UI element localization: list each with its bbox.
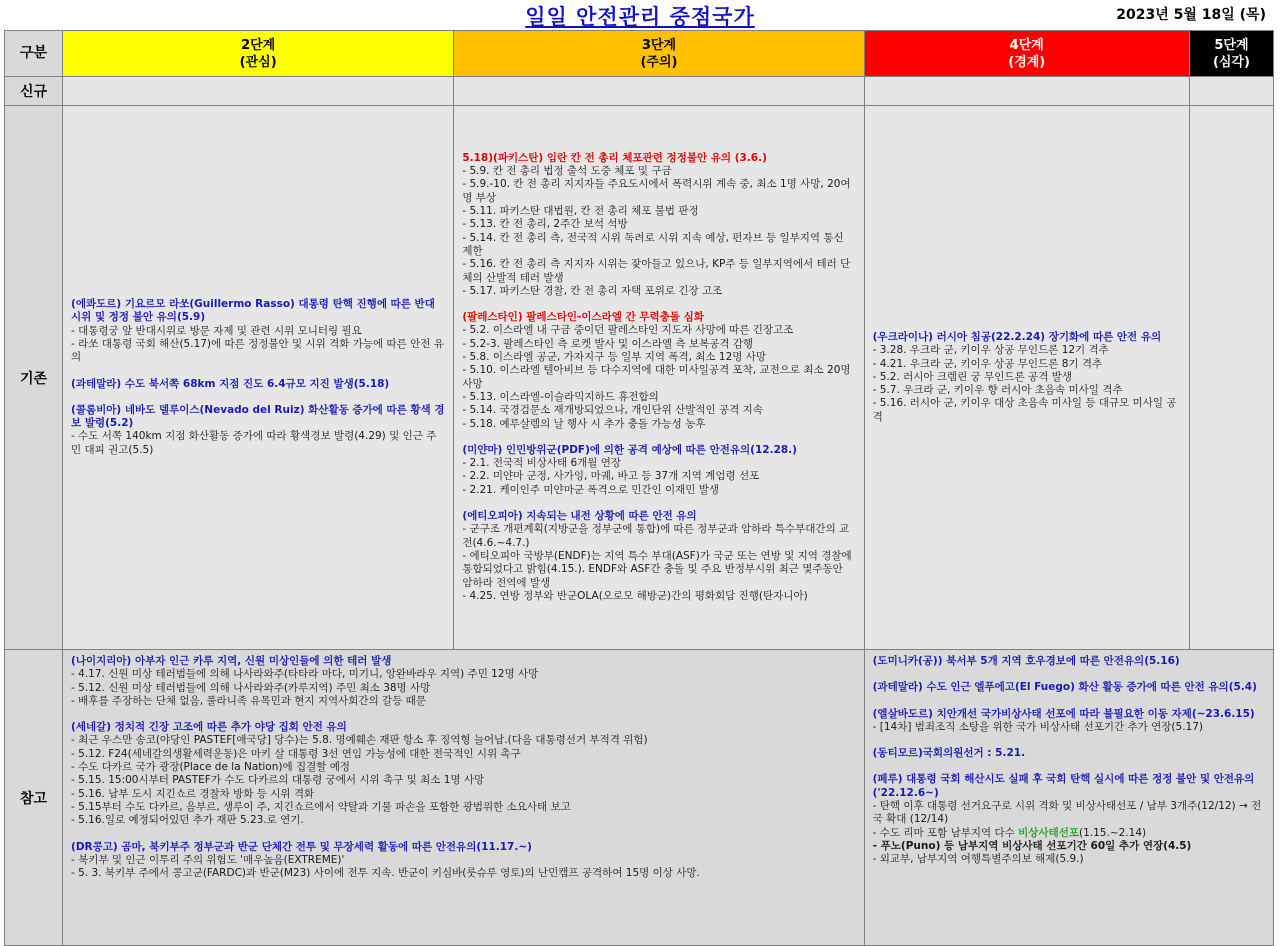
item-line: - 5. 3. 북키부 주에서 콩고군(FARDC)과 반군(M23) 사이에 전투 지속. 반군이 키심바(룻슈루 영토)의 난민캠프 공격하여 15명 이상 사망.: [71, 867, 700, 880]
item-line: - 최근 우스만 송코(야당인 PASTEF[애국당] 당수)는 5.8. 명예훼손 재판 항소 후 징역형 늘어남.(다음 대통령선거 부적격 위험): [71, 734, 648, 747]
row-label-new: 신규: [5, 77, 63, 106]
item-heading: (에콰도르) 기요르모 라쏘(Guillermo Rasso) 대통령 탄핵 진행에 따른 반대 시위 및 정정 불안 유의(5.9): [71, 298, 435, 324]
ref-timor-heading: (동티모르)국회의원선거 : 5.21.: [872, 747, 1026, 760]
item-line: - 4.25. 연방 정부와 반군OLA(오로모 해방군)간의 평화회담 진행(탄자니아): [462, 589, 808, 602]
ref-peru-line-2: [873, 827, 1265, 840]
item-heading: (콜롬비아) 네바도 델루이스(Nevado del Ruiz) 화산활동 증가에 따른 황색 경보 발령(5.2): [71, 403, 445, 430]
item-heading: (우크라이나) 러시아 침공(22.2.24) 장기화에 따른 안전 유의: [872, 330, 1162, 343]
page-title: 일일 안전관리 중점국가: [525, 5, 755, 29]
existing-level-4-content: [865, 329, 1189, 426]
item-heading: (DR콩고) 곰마, 북키부주 정부군과 반군 단체간 전투 및 무장세력 활동에 따른 안전유의(11.17.~): [71, 840, 532, 853]
item-line: - 에티오피아 국방부(ENDF)는 지역 특수 부대(ASF)가 국군 또는 연방 및 지역 경찰에 통합되었다고 밝힘(4.15.). ENDF와 ASF간 충돌 및 주요 반정부시위 최근 몇주동안 암하라 전역에 발생: [462, 549, 852, 589]
item-line: - 5.15부터 수도 다카르, 음부르, 생루이 주, 지긴쇼르에서 약탈과 기물 파손을 포함한 광범위한 소요사태 보고: [71, 800, 571, 813]
item-line: - 배후를 주장하는 단체 없음, 풀라니족 유목민과 현지 지역사회간의 갈등 때문: [71, 694, 426, 707]
safety-table: [4, 30, 1274, 946]
new-level-2: [63, 77, 454, 106]
item-line: - 5.2-3. 팔레스타인 측 로켓 발사 및 이스라엘 측 보복공격 감행: [462, 337, 754, 350]
ref-elsalvador-line: - [14차] 범죄조직 소탕을 위한 국가 비상사태 선포기간 추가 연장(5.17): [872, 720, 1204, 733]
existing-level-4: [864, 106, 1189, 650]
item-line: - 5.7. 우크라 군, 키이우 향 러시아 초음속 미사일 격추: [872, 384, 1123, 397]
existing-level-3-content: [454, 150, 863, 605]
item-line: - 5.14. 칸 전 총리 측, 전국적 시위 독려로 시위 지속 예상, 펀자브 등 일부지역 통신 제한: [462, 231, 844, 257]
item-heading: (팔레스타인) 팔레스타인-이스라엘 간 무력충돌 심화: [462, 311, 704, 324]
ref-peru-line-3: - 푸노(Puno) 등 남부지역 비상사태 선포기간 60일 추가 연장(4.5): [872, 839, 1192, 852]
item-line: - 5.18. 예루살렘의 날 행사 시 추가 충돌 가능성 농후: [462, 417, 706, 430]
item-line: - 5.16. 칸 전 총리 측 지지자 시위는 잦아들고 있으나, KP주 등 일부지역에서 테러 단체의 산발적 테러 발생: [462, 258, 851, 284]
level-5-label: 5단계: [1214, 37, 1249, 53]
item-line: - 5.16. 러시아 군, 키이우 대상 초음속 미사일 등 대규모 미사일 공격: [872, 397, 1177, 423]
new-level-3: [454, 77, 864, 106]
new-level-4: [864, 77, 1189, 106]
item-line: - 3.28. 우크라 군, 키이우 상공 무인드론 12기 격추: [872, 344, 1109, 357]
ref-peru-line-4: - 외교부, 남부지역 여행특별주의보 해제(5.9.): [872, 853, 1084, 866]
item-line: - 대통령궁 앞 반대시위로 방문 자제 및 관련 시위 모니터링 필요: [71, 324, 362, 337]
row-reference: [5, 650, 1274, 946]
reference-right: [864, 650, 1273, 946]
item-line: - 2.2. 미얀마 군정, 사가잉, 마궤, 바고 등 37개 지역 계엄령 선포: [462, 470, 760, 483]
item-line: - 5.13. 이스라엘-이슬라믹지하드 휴전합의: [462, 390, 659, 403]
header-level-4: [864, 31, 1189, 77]
ref-peru-line-2c: (1.15.~2.14): [1079, 826, 1147, 839]
item-line: - 군구조 개편계획(지방군을 정부군에 통합)에 따른 정부군과 암하라 특수부대간의 교전(4.6.~4.7.): [462, 523, 850, 549]
item-line: - 수도 다카르 국가 광장(Place de la Nation)에 집결할 예정: [71, 761, 350, 774]
header-level-5: [1189, 31, 1273, 77]
ref-elsalvador-heading: (엘살바도르) 치안개선 국가비상사태 선포에 따라 불필요한 이동 자제(~23.6.15): [872, 707, 1255, 720]
item-line: - 5.12. F24(세네갈의생활세력운동)은 마키 살 대통령 3선 연임 가능성에 대한 전국적인 시위 촉구: [71, 747, 521, 760]
ref-peru-line-2a: - 수도 리마 포함 남부지역 다수: [872, 826, 1019, 839]
header-level-2: [63, 31, 454, 77]
existing-level-3: [454, 106, 864, 650]
item-line: - 5.11. 파키스탄 대법원, 칸 전 총리 체포 불법 판정: [462, 205, 699, 218]
item-line: - 라쏘 대통령 국회 해산(5.17)에 따른 정정불안 및 시위 격화 가능에 따른 안전 유의: [71, 337, 444, 364]
item-line: - 5.2. 이스라엘 내 구금 중이던 팔레스타인 지도자 사망에 따른 긴장고조: [462, 324, 794, 337]
item-line: - 2.21. 케이인주 미얀마군 폭격으로 민간인 이재민 발생: [462, 483, 720, 496]
item-line: - 수도 서쪽 140km 지점 화산활동 증가에 따라 황색경보 발령(4.29) 및 인근 주민 대피 권고(5.5): [71, 430, 437, 456]
item-line: - 5.9. 칸 전 총리 법정 출석 도중 체포 및 구금: [462, 165, 672, 178]
row-label-existing: 기존: [5, 106, 63, 650]
item-line: - 5.9.-10. 칸 전 총리 지지자들 주요도시에서 폭력시위 계속 중, 최소 1명 사망, 20여명 부상: [462, 178, 851, 204]
existing-level-5: [1189, 106, 1273, 650]
item-line: - 북키부 및 인근 이투리 주의 위험도 '매우높음(EXTREME)': [71, 853, 345, 866]
item-line: - 5.13. 칸 전 총리, 2주간 보석 석방: [462, 218, 628, 231]
item-heading: (나이지리아) 아부자 인근 카루 지역, 신원 미상인들에 의한 테러 발생: [71, 655, 392, 667]
item-line: - 5.16.일로 예정되어있던 추가 재판 5.23.로 연기.: [71, 814, 304, 827]
ref-peru-line-2b: 비상사태선포: [1018, 826, 1080, 839]
header-gubun: 구분: [5, 31, 63, 77]
ref-peru-heading: (페루) 대통령 국회 해산시도 실패 후 국회 탄핵 실시에 따른 정정 불안 및 안전유의('22.12.6~): [872, 773, 1255, 799]
row-new: [5, 77, 1274, 106]
level-5-desc: (심각): [1212, 54, 1250, 70]
row-label-reference: 참고: [5, 650, 63, 946]
level-2-desc: (관심): [239, 54, 277, 70]
item-heading: (과테말라) 수도 북서쪽 68km 지점 진도 6.4규모 지진 발생(5.18): [71, 377, 390, 390]
ref-dominica-heading: (도미니카(공)) 북서부 5개 지역 호우경보에 따른 안전유의(5.16): [872, 655, 1180, 667]
item-heading: (세네갈) 정치적 긴장 고조에 따른 추가 야당 집회 안전 유의: [71, 721, 347, 734]
item-line: - 5.12. 신원 미상 테러범들에 의해 나사라와주(카루지역) 주민 최소 38명 사망: [71, 681, 431, 694]
level-3-label: 3단계: [641, 37, 677, 53]
new-level-5: [1189, 77, 1273, 106]
header-level-3: [454, 31, 864, 77]
item-line: - 5.15. 15:00시부터 PASTEF가 수도 다카르의 대통령 궁에서 시위 촉구 및 최소 1명 사망: [71, 774, 485, 787]
item-line: - 5.10. 이스라엘 텔아비브 등 다수지역에 대한 미사일공격 포착, 교전으로 최소 20명 사망: [462, 364, 851, 390]
level-4-desc: (경계): [1008, 54, 1046, 70]
item-line: - 4.21. 우크라 군, 키이우 상공 무인드론 8기 격추: [872, 357, 1103, 370]
header-row: [5, 31, 1274, 77]
item-line: - 5.16. 남부 도시 지긴쇼르 경찰차 방화 등 시위 격화: [71, 787, 315, 800]
reference-left-content: [63, 650, 864, 882]
item-line: - 5.2. 러시아 크렘린 궁 무인드론 공격 발생: [872, 370, 1072, 383]
item-heading: (미얀마) 인민방위군(PDF)에 의한 공격 예상에 따른 안전유의(12.28.): [462, 443, 797, 456]
row-existing: [5, 106, 1274, 650]
existing-level-2: [63, 106, 454, 650]
report-date: 2023년 5월 18일 (목): [1116, 7, 1266, 23]
level-2-label: 2단계: [241, 37, 276, 53]
item-heading: 5.18)(파키스탄) 임란 칸 전 총리 체포관련 정정불안 유의 (3.6.): [462, 151, 767, 164]
ref-peru-line-1: - 탄핵 이후 대통령 선거요구로 시위 격화 및 비상사태선포 / 남부 3개주(12/12) → 전국 확대 (12/14): [872, 800, 1262, 826]
existing-level-2-content: [63, 296, 453, 459]
item-line: - 2.1. 전국적 비상사태 6개월 연장: [462, 457, 622, 470]
item-line: - 5.17. 파키스탄 경찰, 칸 전 총리 자택 포위로 긴장 고조: [462, 284, 723, 297]
item-line: - 5.8. 이스라엘 공군, 가자지구 등 일부 지역 폭격, 최소 12명 사망: [462, 351, 767, 364]
ref-guatemala-heading: (과테말라) 수도 인근 엘푸에고(El Fuego) 화산 활동 증가에 따른 안전 유의(5.4): [872, 681, 1257, 694]
level-3-desc: (주의): [640, 54, 678, 70]
item-heading: (에티오피아) 지속되는 내전 상황에 따른 안전 유의: [462, 510, 697, 523]
level-4-label: 4단계: [1009, 37, 1044, 53]
reference-left: [63, 650, 865, 946]
reference-right-content: [865, 650, 1273, 869]
item-line: - 4.17. 신원 미상 테러범들에 의해 나사라와주(타타라 마다, 미기니, 앙완바라우 지역) 주민 12명 사망: [71, 668, 539, 681]
item-line: - 5.14. 국경검문소 재개방되었으나, 개인단위 산발적인 공격 지속: [462, 404, 763, 417]
